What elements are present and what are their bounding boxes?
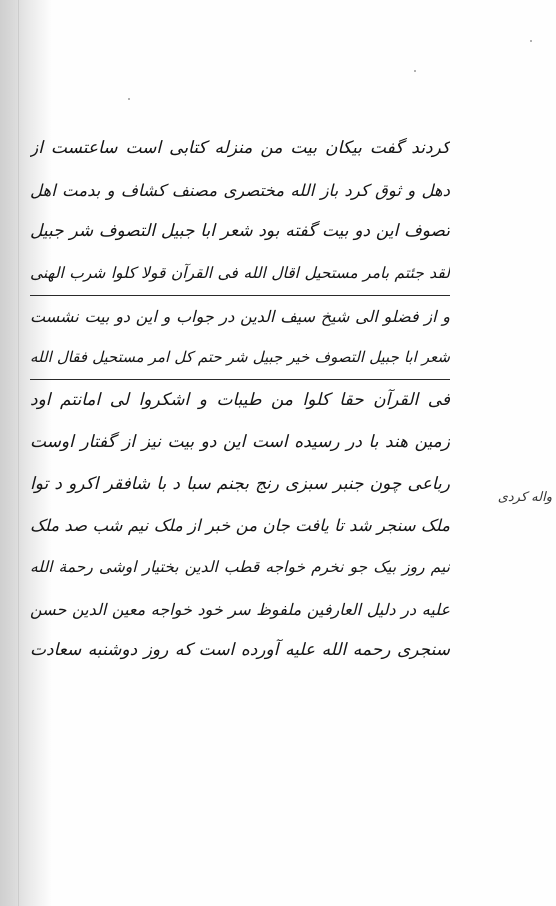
manuscript-line-8: زمین هند با در رسیده است این دو بیت نیز از گفتار اوست bbox=[30, 431, 450, 452]
manuscript-line-3: تصوف این دو بیت گفته بود شعر ابا جبیل التصوف شر جبیل bbox=[30, 221, 450, 242]
manuscript-text-block bbox=[30, 128, 450, 672]
paper-speck bbox=[128, 98, 130, 100]
manuscript-line-5: و از فضلو الی شیخ سیف الدین در جواب و این دو بیت نشست bbox=[30, 306, 450, 326]
manuscript-line-4: لقد جئتم بامر مستحیل اقال الله فی القرآن قولا کلوا شرب الهنی bbox=[30, 253, 450, 296]
manuscript-line-6: شعر ابا جبیل التصوف خیر جبیل شر حتم کل امر مستحیل فقال الله bbox=[30, 337, 450, 380]
paper-speck bbox=[530, 40, 532, 42]
manuscript-line-7: فی القرآن حقا کلوا من طیبات و اشکروا لی امانتم اود bbox=[30, 390, 450, 411]
binding-fold-line bbox=[18, 0, 19, 906]
manuscript-line-13: سنجری رحمه الله علیه آورده است که روز دوشنبه سعادت bbox=[30, 640, 450, 661]
margin-note: واله کردی bbox=[497, 490, 552, 505]
manuscript-line-12: علیه در دلیل العارفین ملفوظ سر خود خواجه معین الدین حسن bbox=[30, 599, 450, 619]
manuscript-line-2: دهل و ثوق کرد باز الله مختصری مصنف کشاف و بدمت اهل bbox=[30, 180, 450, 200]
manuscript-line-10: ملک سنجر شد تا یافت جان من خبر از ملک نیم شب صد ملک bbox=[30, 516, 450, 536]
paper-speck bbox=[414, 70, 416, 72]
manuscript-line-9: رباعی چون جنبر سبزی رنج بجنم سبا د با شافقر اکرو د توا bbox=[30, 473, 450, 494]
manuscript-line-11: نیم روز بیک جو نخرم خواجه قطب الدین بختیار اوشی رحمة الله bbox=[30, 557, 450, 576]
manuscript-line-1: کردند گفت بیکان بیت من منزله کتابی است ساعتست از bbox=[30, 138, 450, 158]
